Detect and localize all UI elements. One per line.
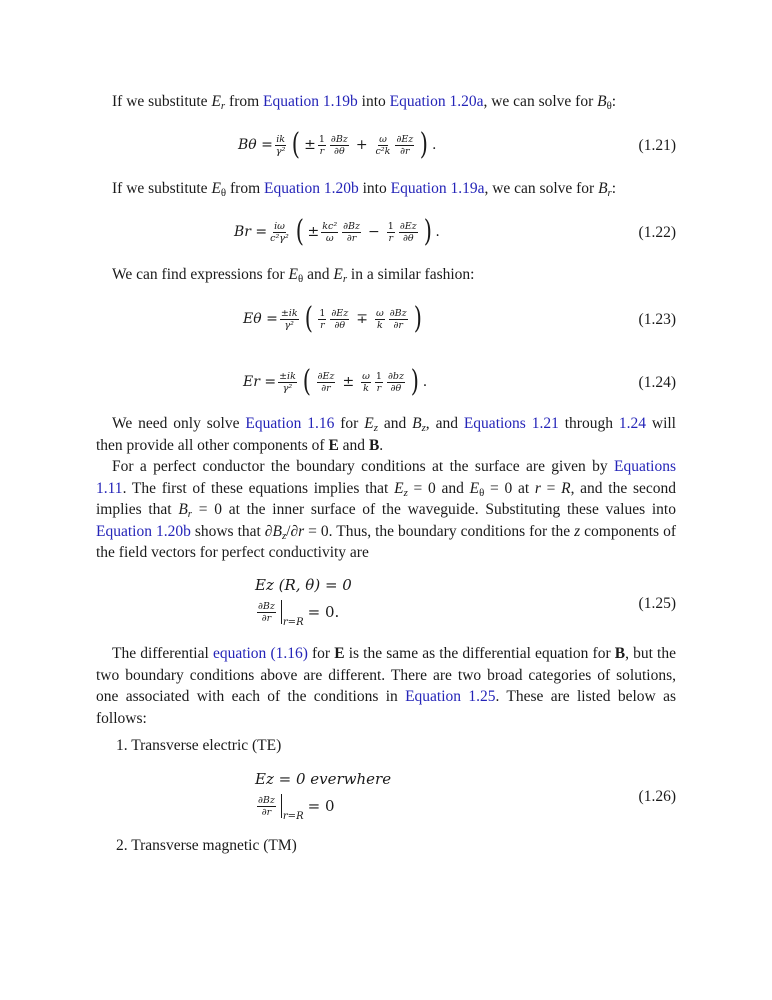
equation-1-25-line2: $\frac{\partial Bz}{\partial r}$ r=R = 0. [258, 600, 340, 628]
link-equation-1-16-paren[interactable]: equation (1.16) [212, 645, 308, 662]
paragraph-differential-equation: The differential equation (1.16) for E is the same as the differential equation for B, but the two boundary conditions above are different. There are two broad categories of solutions, one associated with each of the conditions in Equation 1.25. These are listed below as follows: [96, 645, 676, 727]
paragraph-solve-ez-bz: We need only solve Equation 1.16 for $E_z$ and $B_z$, and Equations 1.21 through 1.24 will then provide all other components of E and B. [96, 415, 676, 454]
list-item-tm: 2. Transverse magnetic (TM) [116, 837, 297, 854]
equation-number-1-23: (1.23) [638, 311, 676, 328]
list-item-te: 1. Transverse electric (TE) [116, 737, 282, 754]
link-equation-1-20a[interactable]: Equation 1.20a [389, 93, 484, 110]
intro-line-e-components: We can find expressions for $E_\theta$ and $E_r$ in a similar fashion: [112, 266, 475, 285]
link-equations-1-21[interactable]: Equations 1.21 [463, 415, 559, 432]
equation-1-25-line1: Ez (R, θ) = 0 [255, 576, 352, 594]
equation-1-26-line1: Ez = 0 everwhere [255, 770, 392, 788]
link-equation-1-25[interactable]: Equation 1.25 [405, 688, 496, 705]
intro-line-b-theta: If we substitute $E_r$ from Equation 1.19b into Equation 1.20a, we can solve for $B_\theta$: [112, 93, 617, 112]
equation-1-23: Eθ = $\frac{\pm ik}{\text{γ²}}$ ( $\frac{1}{r}$ $\frac{\partial Ez}{\partial\theta}$ ∓ $\frac{\omega}{k}$ $\frac{\partial Bz}{\partial r}$ ) [243, 301, 422, 336]
link-equation-1-16[interactable]: Equation 1.16 [245, 415, 335, 432]
equation-1-21: Bθ = $\frac{ik}{\text{γ²}}$ ( ± $\frac{1}{r}$ $\frac{\partial Bz}{\partial\theta}$ + $\frac{\omega}{\text{c²k}}$ $\frac{\partial Ez}{\partial r}$ ) . [238, 127, 437, 162]
intro-line-b-r: If we substitute $E_\theta$ from Equation 1.20b into Equation 1.19a, we can solve for $B_r$: [112, 180, 617, 199]
link-equation-1-19a[interactable]: Equation 1.19a [390, 180, 485, 197]
equation-number-1-26: (1.26) [638, 788, 676, 805]
equation-number-1-24: (1.24) [638, 374, 676, 391]
equation-number-1-21: (1.21) [638, 137, 676, 154]
link-equation-1-24[interactable]: 1.24 [618, 415, 646, 432]
link-equation-1-20b-second[interactable]: Equation 1.20b [96, 522, 191, 540]
link-equations-1-11[interactable]: Equations 1.11 [96, 458, 676, 497]
equation-1-26-line2: $\frac{\partial Bz}{\partial r}$ r=R = 0 [258, 794, 335, 822]
link-equation-1-19b[interactable]: Equation 1.19b [263, 93, 358, 110]
equation-1-24: Er = $\frac{\pm ik}{\text{γ²}}$ ( $\frac{\partial Ez}{\partial r}$ ± $\frac{\omega}{k}$ $\frac{1}{r}$ $\frac{\partial bz}{\partial\theta}$ ) . [243, 364, 428, 399]
equation-1-22: Br = $\frac{i\omega}{\text{c²γ²}}$ ( ± $\frac{\text{kc²}}{\omega}$ $\frac{\partial Bz}{\partial r}$ − $\frac{1}{r}$ $\frac{\partial Ez}{\partial\theta}$ ) . [234, 214, 440, 249]
link-equation-1-20b[interactable]: Equation 1.20b [264, 180, 359, 197]
paragraph-boundary-conditions: For a perfect conductor the boundary conditions at the surface are given by Equations 1.11. The first of these equations implies that $E_z = 0$ and $E_\theta = 0$ at r = R, and the second implies that $B_r = 0$ at the inner surface of the waveguide. Substituting these values into Equation 1.20b shows that $\partial B_z/\partial r = 0$. Thus, the boundary conditions for the z components of the field vectors for perfect conductivity are [96, 458, 676, 561]
equation-number-1-22: (1.22) [638, 224, 676, 241]
equation-number-1-25: (1.25) [638, 595, 676, 612]
